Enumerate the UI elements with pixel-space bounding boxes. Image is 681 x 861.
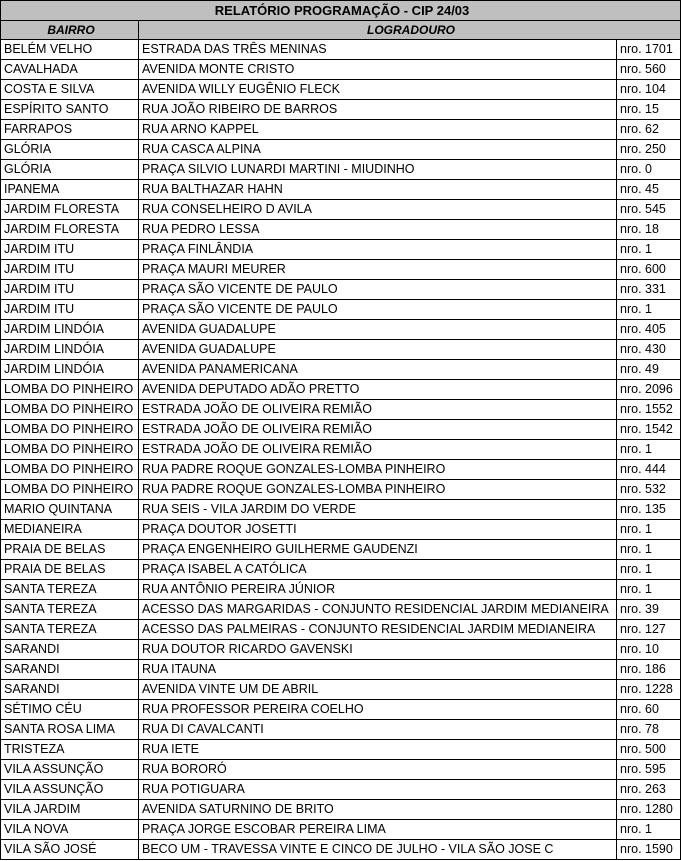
cell-bairro[interactable]: PRAIA DE BELAS: [1, 560, 139, 580]
cell-bairro[interactable]: GLÓRIA: [1, 140, 139, 160]
cell-nro[interactable]: nro. 560: [617, 60, 681, 80]
cell-logradouro[interactable]: ESTRADA JOÃO DE OLIVEIRA REMIÃO: [139, 420, 617, 440]
cell-bairro[interactable]: SANTA TEREZA: [1, 620, 139, 640]
table-row: [1, 720, 681, 740]
cell-logradouro[interactable]: PRAÇA DOUTOR JOSETTI: [139, 520, 617, 540]
table-row: [1, 580, 681, 600]
cell-logradouro[interactable]: AVENIDA GUADALUPE: [139, 320, 617, 340]
cell-nro[interactable]: nro. 2096: [617, 380, 681, 400]
cell-nro[interactable]: nro. 1: [617, 300, 681, 320]
cell-nro[interactable]: nro. 1: [617, 560, 681, 580]
cell-logradouro[interactable]: RUA ITAUNA: [139, 660, 617, 680]
cell-logradouro[interactable]: PRAÇA ENGENHEIRO GUILHERME GAUDENZI: [139, 540, 617, 560]
cell-bairro[interactable]: LOMBA DO PINHEIRO: [1, 480, 139, 500]
table-row: [1, 840, 681, 860]
cell-nro[interactable]: nro. 135: [617, 500, 681, 520]
cell-nro[interactable]: nro. 15: [617, 100, 681, 120]
table-row: [1, 620, 681, 640]
table-row: [1, 500, 681, 520]
cell-logradouro[interactable]: RUA POTIGUARA: [139, 780, 617, 800]
cell-logradouro[interactable]: PRAÇA JORGE ESCOBAR PEREIRA LIMA: [139, 820, 617, 840]
cell-logradouro[interactable]: RUA PADRE ROQUE GONZALES-LOMBA PINHEIRO: [139, 460, 617, 480]
title-row: [1, 1, 681, 21]
cell-bairro[interactable]: SANTA TEREZA: [1, 600, 139, 620]
cell-logradouro[interactable]: PRAÇA SÃO VICENTE DE PAULO: [139, 300, 617, 320]
table-row: [1, 560, 681, 580]
cell-bairro[interactable]: LOMBA DO PINHEIRO: [1, 440, 139, 460]
cell-logradouro[interactable]: RUA PROFESSOR PEREIRA COELHO: [139, 700, 617, 720]
report-title[interactable]: RELATÓRIO PROGRAMAÇÃO - CIP 24/03: [1, 1, 681, 21]
table-row: [1, 760, 681, 780]
cell-bairro[interactable]: VILA JARDIM: [1, 800, 139, 820]
cell-logradouro[interactable]: PRAÇA SÃO VICENTE DE PAULO: [139, 280, 617, 300]
cell-logradouro[interactable]: RUA DI CAVALCANTI: [139, 720, 617, 740]
table-row: [1, 100, 681, 120]
table-row: [1, 700, 681, 720]
cell-nro[interactable]: nro. 1228: [617, 680, 681, 700]
cell-bairro[interactable]: COSTA E SILVA: [1, 80, 139, 100]
cell-nro[interactable]: nro. 545: [617, 200, 681, 220]
cell-logradouro[interactable]: RUA BALTHAZAR HAHN: [139, 180, 617, 200]
cell-nro[interactable]: nro. 1: [617, 820, 681, 840]
table-row: [1, 420, 681, 440]
cell-bairro[interactable]: SARANDI: [1, 640, 139, 660]
cell-logradouro[interactable]: AVENIDA SATURNINO DE BRITO: [139, 800, 617, 820]
cell-logradouro[interactable]: AVENIDA GUADALUPE: [139, 340, 617, 360]
cell-bairro[interactable]: LOMBA DO PINHEIRO: [1, 420, 139, 440]
cell-nro[interactable]: nro. 1701: [617, 40, 681, 60]
table-body: [1, 40, 681, 860]
cell-nro[interactable]: nro. 250: [617, 140, 681, 160]
cell-bairro[interactable]: TRISTEZA: [1, 740, 139, 760]
cell-bairro[interactable]: VILA SÃO JOSÉ: [1, 840, 139, 860]
table-row: [1, 400, 681, 420]
cell-bairro[interactable]: JARDIM ITU: [1, 240, 139, 260]
cell-logradouro[interactable]: BECO UM - TRAVESSA VINTE E CINCO DE JULHO - VILA SÃO JOSE C: [139, 840, 617, 860]
table-row: [1, 780, 681, 800]
cell-logradouro[interactable]: RUA DOUTOR RICARDO GAVENSKI: [139, 640, 617, 660]
cell-logradouro[interactable]: AVENIDA WILLY EUGÊNIO FLECK: [139, 80, 617, 100]
table-row: [1, 360, 681, 380]
table-row: [1, 380, 681, 400]
cell-bairro[interactable]: JARDIM ITU: [1, 260, 139, 280]
table-row: [1, 240, 681, 260]
cell-bairro[interactable]: JARDIM LINDÓIA: [1, 340, 139, 360]
table-row: [1, 660, 681, 680]
table-row: [1, 260, 681, 280]
cell-nro[interactable]: nro. 430: [617, 340, 681, 360]
header-bairro[interactable]: BAIRRO: [1, 21, 139, 40]
cell-logradouro[interactable]: RUA ARNO KAPPEL: [139, 120, 617, 140]
table-row: [1, 520, 681, 540]
cell-bairro[interactable]: VILA ASSUNÇÃO: [1, 760, 139, 780]
cell-nro[interactable]: nro. 1590: [617, 840, 681, 860]
cell-nro[interactable]: nro. 60: [617, 700, 681, 720]
cell-logradouro[interactable]: ESTRADA JOÃO DE OLIVEIRA REMIÃO: [139, 400, 617, 420]
cell-bairro[interactable]: SARANDI: [1, 660, 139, 680]
cell-logradouro[interactable]: AVENIDA DEPUTADO ADÃO PRETTO: [139, 380, 617, 400]
table-row: [1, 800, 681, 820]
cell-logradouro[interactable]: ACESSO DAS MARGARIDAS - CONJUNTO RESIDENCIAL JARDIM MEDIANEIRA: [139, 600, 617, 620]
table-row: [1, 200, 681, 220]
cell-bairro[interactable]: SARANDI: [1, 680, 139, 700]
cell-logradouro[interactable]: AVENIDA MONTE CRISTO: [139, 60, 617, 80]
cell-bairro[interactable]: CAVALHADA: [1, 60, 139, 80]
cell-bairro[interactable]: FARRAPOS: [1, 120, 139, 140]
cell-bairro[interactable]: ESPÍRITO SANTO: [1, 100, 139, 120]
cell-logradouro[interactable]: RUA SEIS - VILA JARDIM DO VERDE: [139, 500, 617, 520]
cell-logradouro[interactable]: ESTRADA JOÃO DE OLIVEIRA REMIÃO: [139, 440, 617, 460]
cell-nro[interactable]: nro. 331: [617, 280, 681, 300]
table-row: [1, 740, 681, 760]
table-row: [1, 540, 681, 560]
cell-nro[interactable]: nro. 0: [617, 160, 681, 180]
table-row: [1, 440, 681, 460]
cell-nro[interactable]: nro. 18: [617, 220, 681, 240]
cell-logradouro[interactable]: RUA PADRE ROQUE GONZALES-LOMBA PINHEIRO: [139, 480, 617, 500]
cell-nro[interactable]: nro. 39: [617, 600, 681, 620]
cell-bairro[interactable]: PRAIA DE BELAS: [1, 540, 139, 560]
cell-bairro[interactable]: JARDIM ITU: [1, 280, 139, 300]
table-row: [1, 600, 681, 620]
cell-nro[interactable]: nro. 1: [617, 580, 681, 600]
cell-logradouro[interactable]: PRAÇA MAURI MEURER: [139, 260, 617, 280]
cell-nro[interactable]: nro. 532: [617, 480, 681, 500]
cell-nro[interactable]: nro. 1: [617, 240, 681, 260]
cell-logradouro[interactable]: RUA IETE: [139, 740, 617, 760]
table-row: [1, 820, 681, 840]
cell-nro[interactable]: nro. 45: [617, 180, 681, 200]
table-row: [1, 300, 681, 320]
table-row: [1, 160, 681, 180]
table-row: [1, 640, 681, 660]
cell-logradouro[interactable]: ESTRADA DAS TRÊS MENINAS: [139, 40, 617, 60]
cell-nro[interactable]: nro. 1542: [617, 420, 681, 440]
table-row: [1, 680, 681, 700]
cell-logradouro[interactable]: RUA ANTÔNIO PEREIRA JÚNIOR: [139, 580, 617, 600]
table-row: [1, 180, 681, 200]
cell-logradouro[interactable]: AVENIDA PANAMERICANA: [139, 360, 617, 380]
cell-bairro[interactable]: MEDIANEIRA: [1, 520, 139, 540]
cell-bairro[interactable]: SÉTIMO CÉU: [1, 700, 139, 720]
cell-bairro[interactable]: JARDIM ITU: [1, 300, 139, 320]
cell-nro[interactable]: nro. 600: [617, 260, 681, 280]
cell-nro[interactable]: nro. 405: [617, 320, 681, 340]
cell-bairro[interactable]: LOMBA DO PINHEIRO: [1, 380, 139, 400]
cell-logradouro[interactable]: ACESSO DAS PALMEIRAS - CONJUNTO RESIDENCIAL JARDIM MEDIANEIRA: [139, 620, 617, 640]
cell-bairro[interactable]: GLÓRIA: [1, 160, 139, 180]
cell-logradouro[interactable]: RUA BORORÓ: [139, 760, 617, 780]
table-row: [1, 80, 681, 100]
cell-nro[interactable]: nro. 104: [617, 80, 681, 100]
table-row: [1, 480, 681, 500]
table-row: [1, 140, 681, 160]
table-row: [1, 460, 681, 480]
cell-bairro[interactable]: MARIO QUINTANA: [1, 500, 139, 520]
table-row: [1, 40, 681, 60]
cell-logradouro[interactable]: RUA CASCA ALPINA: [139, 140, 617, 160]
table-row: [1, 120, 681, 140]
table-row: [1, 320, 681, 340]
header-logradouro[interactable]: LOGRADOURO: [139, 21, 681, 40]
cell-bairro[interactable]: VILA NOVA: [1, 820, 139, 840]
cell-nro[interactable]: nro. 263: [617, 780, 681, 800]
table-row: [1, 280, 681, 300]
cell-logradouro[interactable]: PRAÇA ISABEL A CATÓLICA: [139, 560, 617, 580]
cell-nro[interactable]: nro. 62: [617, 120, 681, 140]
cell-nro[interactable]: nro. 444: [617, 460, 681, 480]
cell-bairro[interactable]: LOMBA DO PINHEIRO: [1, 460, 139, 480]
cell-nro[interactable]: nro. 1552: [617, 400, 681, 420]
cell-bairro[interactable]: BELÉM VELHO: [1, 40, 139, 60]
cell-nro[interactable]: nro. 1: [617, 440, 681, 460]
cell-logradouro[interactable]: PRAÇA SILVIO LUNARDI MARTINI - MIUDINHO: [139, 160, 617, 180]
cell-nro[interactable]: nro. 78: [617, 720, 681, 740]
cell-bairro[interactable]: SANTA ROSA LIMA: [1, 720, 139, 740]
header-row: [1, 21, 681, 40]
cell-bairro[interactable]: SANTA TEREZA: [1, 580, 139, 600]
cell-nro[interactable]: nro. 1280: [617, 800, 681, 820]
cell-nro[interactable]: nro. 595: [617, 760, 681, 780]
cell-logradouro[interactable]: AVENIDA VINTE UM DE ABRIL: [139, 680, 617, 700]
cell-nro[interactable]: nro. 186: [617, 660, 681, 680]
cell-bairro[interactable]: VILA ASSUNÇÃO: [1, 780, 139, 800]
cell-logradouro[interactable]: RUA CONSELHEIRO D AVILA: [139, 200, 617, 220]
cell-nro[interactable]: nro. 1: [617, 520, 681, 540]
cell-bairro[interactable]: JARDIM LINDÓIA: [1, 360, 139, 380]
cell-logradouro[interactable]: RUA JOÃO RIBEIRO DE BARROS: [139, 100, 617, 120]
cell-bairro[interactable]: JARDIM FLORESTA: [1, 220, 139, 240]
cell-nro[interactable]: nro. 500: [617, 740, 681, 760]
cell-nro[interactable]: nro. 127: [617, 620, 681, 640]
cell-nro[interactable]: nro. 49: [617, 360, 681, 380]
cell-bairro[interactable]: JARDIM LINDÓIA: [1, 320, 139, 340]
cell-logradouro[interactable]: RUA PEDRO LESSA: [139, 220, 617, 240]
cell-bairro[interactable]: JARDIM FLORESTA: [1, 200, 139, 220]
cell-nro[interactable]: nro. 10: [617, 640, 681, 660]
table-row: [1, 220, 681, 240]
cell-bairro[interactable]: LOMBA DO PINHEIRO: [1, 400, 139, 420]
table-row: [1, 60, 681, 80]
cell-logradouro[interactable]: PRAÇA FINLÂNDIA: [139, 240, 617, 260]
cell-bairro[interactable]: IPANEMA: [1, 180, 139, 200]
table-row: [1, 340, 681, 360]
cell-nro[interactable]: nro. 1: [617, 540, 681, 560]
